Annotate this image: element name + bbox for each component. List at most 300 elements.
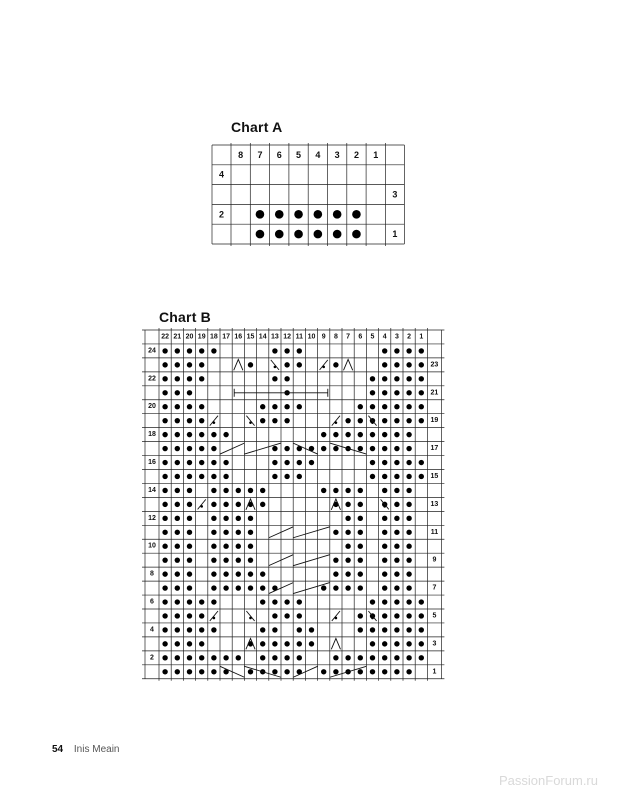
purl-stitch-dot [162,599,167,604]
purl-stitch-dot [419,418,424,423]
purl-stitch-dot [294,210,303,219]
twist-dot [383,505,386,508]
purl-stitch-dot [333,585,338,590]
purl-stitch-dot [419,655,424,660]
purl-stitch-dot [248,362,253,367]
purl-stitch-dot [406,585,411,590]
purl-stitch-dot [187,404,192,409]
purl-stitch-dot [284,362,289,367]
purl-stitch-dot [394,474,399,479]
purl-stitch-dot [352,210,361,219]
purl-stitch-dot [199,362,204,367]
purl-stitch-dot [211,571,216,576]
purl-stitch-dot [394,641,399,646]
page-number: 54 [52,744,64,755]
purl-stitch-dot [175,599,180,604]
purl-stitch-dot [382,516,387,521]
twist-dot [249,421,252,424]
row-number-label: 24 [148,347,156,355]
purl-stitch-dot [406,655,411,660]
purl-stitch-dot [260,502,265,507]
purl-stitch-dot [406,376,411,381]
purl-stitch-dot [187,460,192,465]
purl-stitch-dot [272,376,277,381]
purl-stitch-dot [345,557,350,562]
purl-stitch-dot [187,669,192,674]
twist-dot [274,366,277,369]
purl-stitch-dot [406,530,411,535]
purl-stitch-dot [382,474,387,479]
stitch-number-label: 6 [358,333,363,341]
purl-stitch-dot [419,376,424,381]
purl-stitch-dot [394,502,399,507]
purl-stitch-dot [187,585,192,590]
purl-stitch-dot [187,599,192,604]
purl-stitch-dot [382,613,387,618]
purl-stitch-dot [162,655,167,660]
chart-a-grid [212,143,404,246]
row-number-label: 19 [430,417,439,425]
purl-stitch-dot [199,669,204,674]
decrease-mark [344,359,353,370]
twist-dot [322,366,325,369]
chart-b-grid [142,328,444,681]
purl-stitch-dot [358,544,363,549]
purl-stitch-dot [236,557,241,562]
purl-stitch-dot [272,348,277,353]
purl-stitch-dot [284,669,289,674]
purl-stitch-dot [382,390,387,395]
purl-stitch-dot [260,655,265,660]
purl-stitch-dot [284,460,289,465]
purl-stitch-dot [175,376,180,381]
purl-stitch-dot [223,460,228,465]
purl-stitch-dot [382,530,387,535]
purl-stitch-dot [358,502,363,507]
purl-stitch-dot [333,488,338,493]
stitch-number-label: 11 [295,333,304,341]
purl-stitch-dot [162,432,167,437]
purl-stitch-dot [419,641,424,646]
purl-stitch-dot [162,627,167,632]
purl-stitch-dot [314,230,323,239]
purl-stitch-dot [297,404,302,409]
purl-stitch-dot [284,446,289,451]
purl-stitch-dot [284,376,289,381]
purl-stitch-dot [187,390,192,395]
purl-stitch-dot [175,655,180,660]
purl-stitch-dot [309,641,314,646]
purl-stitch-dot [284,348,289,353]
purl-stitch-dot [284,599,289,604]
purl-stitch-dot [284,641,289,646]
purl-stitch-dot [223,488,228,493]
purl-stitch-dot [333,362,338,367]
purl-stitch-dot [248,585,253,590]
purl-stitch-dot [370,669,375,674]
purl-stitch-dot [382,571,387,576]
purl-stitch-dot [260,585,265,590]
chart-a-title: Chart A [231,119,283,135]
purl-stitch-dot [419,404,424,409]
purl-stitch-dot [162,669,167,674]
purl-stitch-dot [358,585,363,590]
purl-stitch-dot [297,460,302,465]
purl-stitch-dot [175,404,180,409]
page-footer [52,744,119,755]
purl-stitch-dot [297,348,302,353]
stitch-number-label: 13 [271,333,279,341]
purl-stitch-dot [248,544,253,549]
row-number-label: 10 [148,542,156,550]
purl-stitch-dot [284,655,289,660]
purl-stitch-dot [175,460,180,465]
purl-stitch-dot [260,571,265,576]
stitch-number-label: 16 [234,333,243,341]
decrease-mark [234,359,243,370]
stitch-number-label: 1 [419,333,424,341]
purl-stitch-dot [275,210,284,219]
purl-stitch-dot [236,655,241,660]
row-number-label: 7 [432,584,437,592]
purl-stitch-dot [394,669,399,674]
stitch-number-label: 3 [394,333,399,341]
twist-mark [368,611,376,621]
purl-stitch-dot [187,418,192,423]
purl-stitch-dot [199,655,204,660]
purl-stitch-dot [394,348,399,353]
purl-stitch-dot [370,432,375,437]
twist-mark [198,499,206,509]
purl-stitch-dot [333,210,342,219]
purl-stitch-dot [211,627,216,632]
purl-stitch-dot [406,460,411,465]
purl-stitch-dot [175,585,180,590]
purl-stitch-dot [345,432,350,437]
purl-stitch-dot [419,348,424,353]
purl-stitch-dot [284,613,289,618]
purl-stitch-dot [406,474,411,479]
purl-stitch-dot [260,418,265,423]
purl-stitch-dot [162,571,167,576]
purl-stitch-dot [211,669,216,674]
row-number-label: 8 [150,570,154,578]
twist-mark [368,416,376,426]
purl-stitch-dot [419,460,424,465]
purl-stitch-dot [358,571,363,576]
purl-stitch-dot [175,418,180,423]
row-number-label: 2 [150,654,154,662]
row-number-label: 17 [430,445,439,453]
purl-stitch-dot [260,488,265,493]
cable-cross-mark [293,527,330,538]
purl-stitch-dot [211,460,216,465]
purl-stitch-dot [162,613,167,618]
purl-stitch-dot [406,516,411,521]
purl-stitch-dot [211,348,216,353]
purl-stitch-dot [370,376,375,381]
purl-stitch-dot [358,432,363,437]
purl-stitch-dot [345,530,350,535]
purl-stitch-dot [297,362,302,367]
purl-stitch-dot [382,446,387,451]
purl-stitch-dot [175,516,180,521]
purl-stitch-dot [223,530,228,535]
purl-stitch-dot [333,669,338,674]
purl-stitch-dot [272,627,277,632]
purl-stitch-dot [382,655,387,660]
purl-stitch-dot [406,362,411,367]
purl-stitch-dot [406,348,411,353]
row-number-label: 3 [392,189,398,200]
purl-stitch-dot [297,655,302,660]
purl-stitch-dot [175,669,180,674]
stitch-number-label: 10 [307,333,316,341]
stitch-number-label: 2 [407,333,412,341]
purl-stitch-dot [370,599,375,604]
purl-stitch-dot [175,613,180,618]
purl-stitch-dot [382,362,387,367]
row-number-label: 5 [432,612,437,620]
purl-stitch-dot [370,641,375,646]
purl-stitch-dot [199,432,204,437]
purl-stitch-dot [187,571,192,576]
purl-stitch-dot [394,446,399,451]
purl-stitch-dot [211,530,216,535]
purl-stitch-dot [394,544,399,549]
row-number-label: 13 [430,500,439,508]
purl-stitch-dot [419,627,424,632]
purl-stitch-dot [382,627,387,632]
purl-stitch-dot [162,418,167,423]
purl-stitch-dot [223,655,228,660]
twist-dot [335,617,338,620]
purl-stitch-dot [382,488,387,493]
purl-stitch-dot [236,585,241,590]
purl-stitch-dot [406,544,411,549]
stitch-number-label: 17 [222,333,230,341]
purl-stitch-dot [187,376,192,381]
purl-stitch-dot [256,210,265,219]
purl-stitch-dot [175,488,180,493]
purl-stitch-dot [297,641,302,646]
purl-stitch-dot [297,474,302,479]
purl-stitch-dot [199,641,204,646]
stitch-number-label: 7 [257,149,263,160]
stitch-number-label: 12 [283,333,291,341]
purl-stitch-dot [175,390,180,395]
stitch-number-label: 5 [370,333,375,341]
purl-stitch-dot [175,502,180,507]
row-number-label: 2 [218,209,225,220]
purl-stitch-dot [248,530,253,535]
purl-stitch-dot [382,544,387,549]
purl-stitch-dot [175,348,180,353]
purl-stitch-dot [187,530,192,535]
purl-stitch-dot [297,599,302,604]
purl-stitch-dot [211,516,216,521]
purl-stitch-dot [297,627,302,632]
purl-stitch-dot [406,571,411,576]
purl-stitch-dot [406,446,411,451]
twist-mark [320,360,328,370]
stitch-number-label: 6 [276,149,282,160]
purl-stitch-dot [162,362,167,367]
book-title: Inis Meain [73,744,120,755]
purl-stitch-dot [358,669,363,674]
row-number-label: 23 [430,361,439,369]
stitch-number-label: 7 [346,333,351,341]
purl-stitch-dot [223,502,228,507]
purl-stitch-dot [406,669,411,674]
purl-stitch-dot [187,516,192,521]
purl-stitch-dot [211,557,216,562]
twist-dot [213,617,216,620]
purl-stitch-dot [162,502,167,507]
purl-stitch-dot [236,571,241,576]
purl-stitch-dot [314,210,323,219]
purl-stitch-dot [394,613,399,618]
purl-stitch-dot [199,404,204,409]
purl-stitch-dot [175,362,180,367]
stitch-number-label: 14 [258,333,267,341]
purl-stitch-dot [211,655,216,660]
purl-stitch-dot [187,613,192,618]
stitch-number-label: 19 [197,333,206,341]
purl-stitch-dot [358,446,363,451]
purl-stitch-dot [272,446,277,451]
purl-stitch-dot [284,404,289,409]
purl-stitch-dot [272,418,277,423]
purl-stitch-dot [211,488,216,493]
purl-stitch-dot [187,502,192,507]
purl-stitch-dot [382,404,387,409]
purl-stitch-dot [272,460,277,465]
purl-stitch-dot [162,530,167,535]
purl-stitch-dot [199,418,204,423]
purl-stitch-dot [175,571,180,576]
watermark: PassionForum.ru [499,773,598,788]
twist-dot [213,421,216,424]
purl-stitch-dot [394,571,399,576]
purl-stitch-dot [211,446,216,451]
purl-stitch-dot [187,627,192,632]
purl-stitch-dot [382,669,387,674]
purl-stitch-dot [358,557,363,562]
purl-stitch-dot [162,516,167,521]
stitch-number-label: 18 [210,333,218,341]
purl-stitch-dot [345,544,350,549]
purl-stitch-dot [162,460,167,465]
row-number-label: 21 [430,389,439,397]
purl-stitch-dot [345,418,350,423]
purl-stitch-dot [236,544,241,549]
twist-mark [246,611,254,621]
purl-stitch-dot [333,557,338,562]
purl-stitch-dot [382,376,387,381]
purl-stitch-dot [284,474,289,479]
purl-stitch-dot [162,585,167,590]
chart-b-title: Chart B [159,309,211,325]
purl-stitch-dot [162,488,167,493]
purl-stitch-dot [272,669,277,674]
purl-stitch-dot [162,544,167,549]
purl-stitch-dot [358,404,363,409]
purl-stitch-dot [394,404,399,409]
purl-stitch-dot [187,655,192,660]
row-number-label: 15 [430,472,439,480]
purl-stitch-dot [382,557,387,562]
purl-stitch-dot [370,390,375,395]
twist-mark [210,611,218,621]
row-number-label: 11 [430,528,439,536]
purl-stitch-dot [187,488,192,493]
purl-stitch-dot [394,627,399,632]
purl-stitch-dot [370,460,375,465]
purl-stitch-dot [162,390,167,395]
row-number-label: 18 [148,431,156,439]
stitch-number-label: 3 [334,149,340,160]
purl-stitch-dot [187,474,192,479]
purl-stitch-dot [406,557,411,562]
purl-stitch-dot [199,599,204,604]
purl-stitch-dot [419,599,424,604]
purl-stitch-dot [394,418,399,423]
purl-stitch-dot [294,230,303,239]
purl-stitch-dot [175,557,180,562]
purl-stitch-dot [199,627,204,632]
stitch-number-label: 8 [238,149,244,160]
purl-stitch-dot [394,460,399,465]
purl-stitch-dot [370,655,375,660]
purl-stitch-dot [248,571,253,576]
purl-stitch-dot [199,460,204,465]
purl-stitch-dot [333,432,338,437]
purl-stitch-dot [358,516,363,521]
stitch-number-label: 8 [333,333,338,341]
purl-stitch-dot [370,474,375,479]
stitch-number-label: 4 [315,149,321,160]
purl-stitch-dot [406,502,411,507]
purl-stitch-dot [187,362,192,367]
twist-mark [246,416,254,426]
purl-stitch-dot [345,585,350,590]
purl-stitch-dot [321,669,326,674]
stitch-number-label: 1 [373,149,379,160]
purl-stitch-dot [321,432,326,437]
purl-stitch-dot [406,627,411,632]
purl-stitch-dot [419,613,424,618]
purl-stitch-dot [223,571,228,576]
purl-stitch-dot [297,613,302,618]
purl-stitch-dot [333,230,342,239]
purl-stitch-dot [406,641,411,646]
row-number-label: 4 [150,626,154,634]
purl-stitch-dot [419,390,424,395]
purl-stitch-dot [333,446,338,451]
purl-stitch-dot [162,474,167,479]
stitch-number-label: 22 [161,333,169,341]
purl-stitch-dot [382,599,387,604]
purl-stitch-dot [345,516,350,521]
purl-stitch-dot [256,230,265,239]
stitch-number-label: 9 [321,333,326,341]
purl-stitch-dot [187,641,192,646]
purl-stitch-dot [358,418,363,423]
purl-stitch-dot [394,376,399,381]
purl-stitch-dot [162,376,167,381]
purl-stitch-dot [419,362,424,367]
